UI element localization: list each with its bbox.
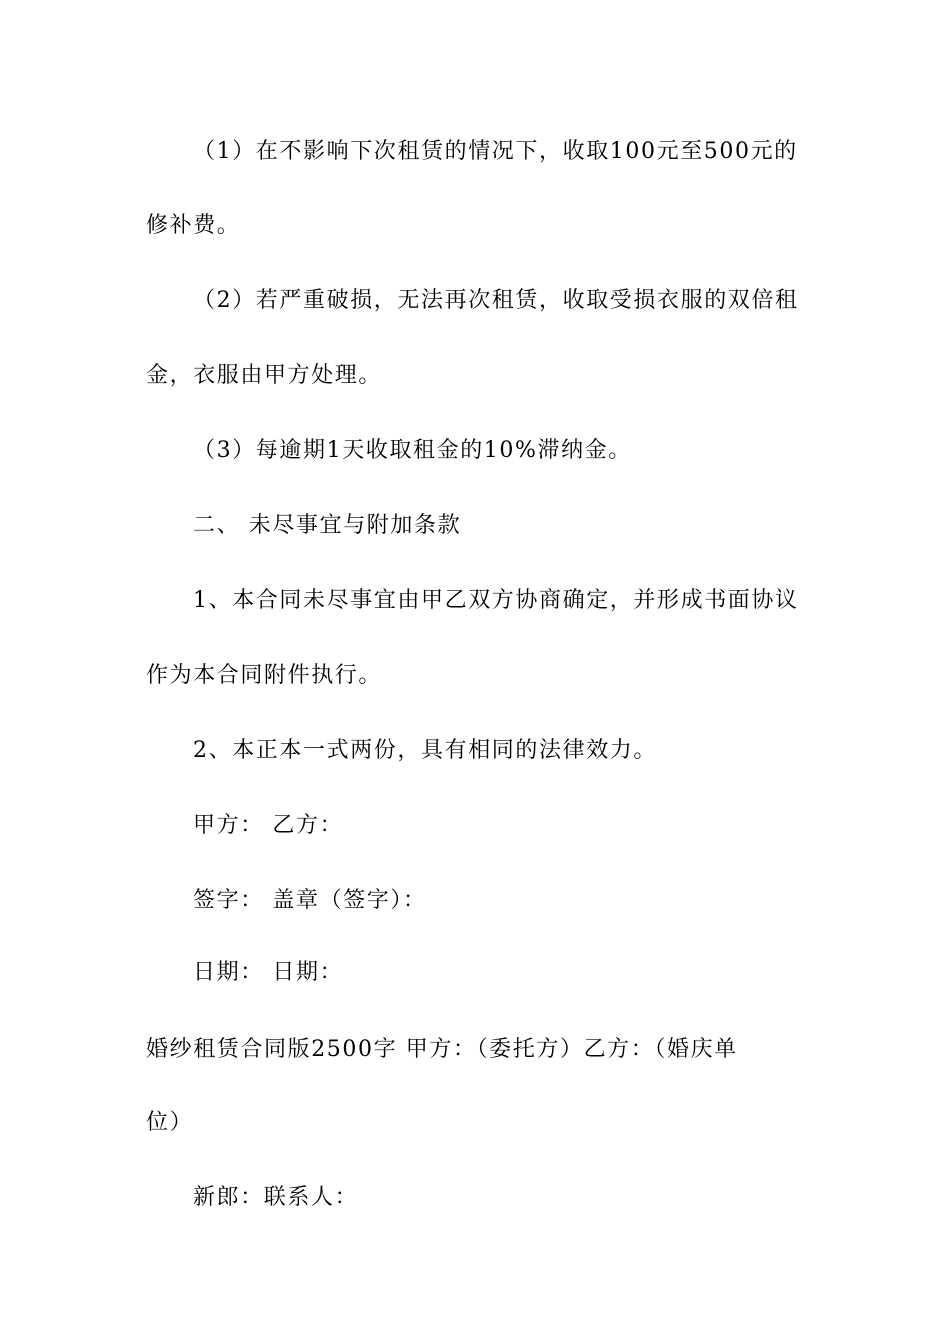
groom-contact-label: 新郎：联系人： — [193, 1185, 359, 1210]
signature-labels: 签字： 盖章（签字）： — [193, 888, 427, 913]
clause-item-1: （1）在不影响下次租赁的情况下，收取100元至500元的 — [193, 139, 798, 164]
contract-title-line-continued: 位） — [146, 1110, 194, 1135]
clause-item-3: （3）每逾期1天收取租金的10%滞纳金。 — [193, 438, 632, 463]
contract-title-line: 婚纱租赁合同版2500字 甲方：（委托方）乙方：（婚庆单 — [146, 1037, 738, 1062]
clause-item-2-continued: 金，衣服由甲方处理。 — [146, 363, 383, 388]
date-labels: 日期： 日期： — [193, 960, 344, 985]
section-heading: 二、 未尽事宜与附加条款 — [193, 513, 462, 538]
clause-item-2: （2）若严重破损，无法再次租赁，收取受损衣服的双倍租 — [193, 288, 799, 313]
party-labels: 甲方： 乙方： — [193, 813, 344, 838]
clause-item-1-continued: 修补费。 — [146, 213, 241, 238]
additional-term-1: 1、本合同未尽事宜由甲乙双方协商确定，并形成书面协议 — [193, 588, 799, 613]
additional-term-2: 2、本正本一式两份，具有相同的法律效力。 — [193, 738, 657, 763]
additional-term-1-continued: 作为本合同附件执行。 — [146, 663, 383, 688]
